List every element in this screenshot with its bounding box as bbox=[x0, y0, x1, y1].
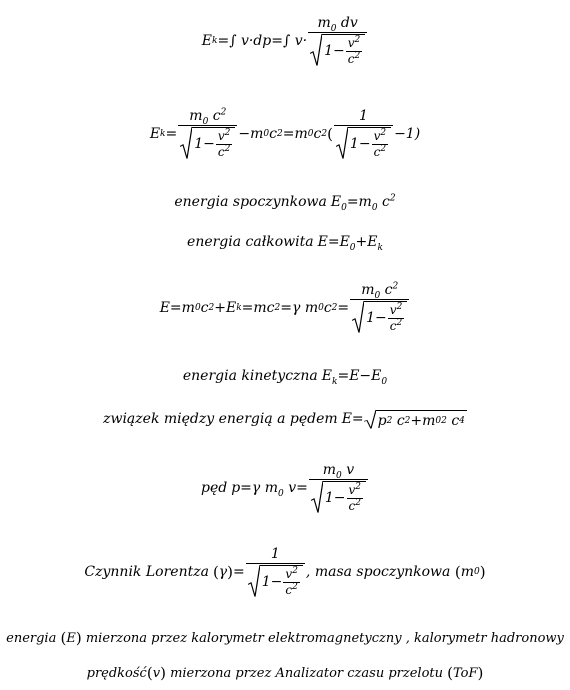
equation-momentum: pęd p=γ $m_0$ v= $m_0$ v 1− $\frac{v^2}{c^2}$ bbox=[0, 450, 570, 526]
text-velocity-measurement: prędkość ( v ) mierzona przez Analizator czasu przelotu ( ToF ) bbox=[86, 664, 484, 682]
equation-kinetic-energy-relativistic: E k = $m_0$ $c^2$ 1− $\frac{v^2}{c^2}$ −m 0 c 2 =m 0 c 2 ( 1 1− $\frac{v^2}{c^2}$ −1) bbox=[149, 106, 421, 160]
equation-energy-gamma: E=m 0 c 2 +E k =mc 2 =γ m 0 c 2 = $m_0$ $c^2$ 1− $\frac{v^2}{c^2}$ bbox=[0, 270, 570, 346]
equation-kinetic-energy-integral: E k =∫ v·dp=∫ v· $m_0$ dv 1− $\frac{v^2}{c^2}$ bbox=[0, 10, 570, 72]
equation-energy-momentum: związek między energią a pędem E= p 2 c 2 +m 0 2 c 4 bbox=[103, 411, 465, 429]
equation-lorentz-factor: Czynnik Lorentza ( γ ) = 1 1− $\frac{v^2}{c^2}$ , masa spoczynkowa ( m 0 ) bbox=[84, 545, 486, 598]
text-energy-measurement: energia ( E ) mierzona przez kalorymetr elektromagnetyczny , kalorymetr hadronowy bbox=[6, 629, 564, 647]
equation-rest-energy: energia spoczynkowa $E_0=m_0$ $c^2$ bbox=[174, 193, 396, 213]
equation-total-energy: energia całkowita $E=E_0+E_k$ bbox=[187, 234, 383, 253]
equation-kinetic-energy: energia kinetyczna $E_k=E-E_0$ bbox=[182, 368, 388, 387]
